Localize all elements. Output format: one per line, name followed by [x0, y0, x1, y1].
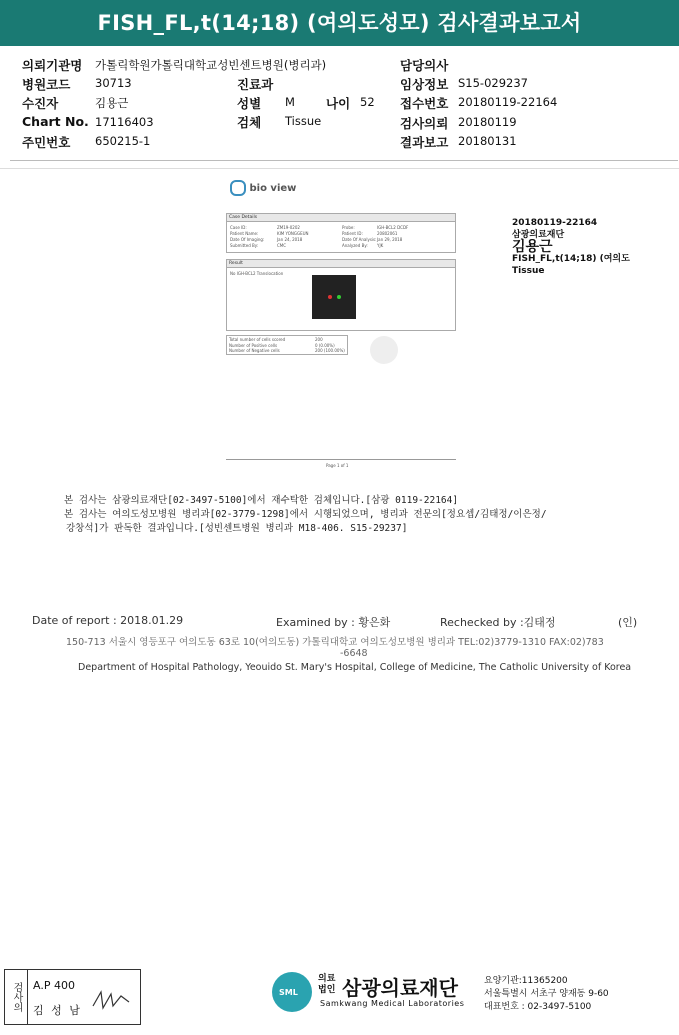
note-line-2: 본 검사는 여의도성모병원 병리과[02-3779-1298]에서 시행되었으며, 병리과 전문의[정요셉/김태정/이은정/: [64, 509, 547, 520]
bioview-logo-icon: [230, 180, 246, 196]
date-of-report: Date of report : 2018.01.29: [32, 614, 184, 627]
patient-name-label: Patient Name:: [230, 231, 259, 236]
chart-label: Chart No.: [22, 114, 89, 129]
hospital-code-value: 30713: [95, 76, 132, 90]
sticker-receipt: 20180119-22164: [512, 218, 598, 228]
analyzed-by-value: YJK: [377, 243, 384, 248]
doctor-label: 담당의사: [400, 58, 449, 73]
date-imaging-value: Jan 24, 2018: [277, 237, 303, 242]
org-prefix-1: 의료: [318, 974, 336, 984]
institution-label: 의뢰기관명: [22, 58, 83, 73]
date-imaging-label: Date Of Imaging:: [230, 237, 265, 242]
seal-mark: (인): [618, 616, 638, 629]
probe-label: Probe:: [342, 225, 355, 230]
cell-count-table: [226, 335, 348, 355]
org-name: 삼광의료재단: [342, 976, 458, 1000]
note-line-3: 강창석]가 판독한 결과입니다.[성빈센트병원 병리과 M18-406. S15-29237]: [66, 523, 408, 534]
bioview-logo: bio view: [230, 180, 296, 196]
receipt-label: 접수번호: [400, 96, 449, 111]
sticker-test: FISH_FL,t(14;18) (여의도: [512, 254, 630, 264]
fish-cell-image: [312, 275, 356, 319]
sticker-patient: 김용근: [512, 239, 553, 255]
negative-cells-label: Number of Negative cells: [229, 348, 280, 353]
org-prefix-2: 법인: [318, 985, 336, 995]
probe-value: IGH-BCL2 DCDF: [377, 225, 409, 230]
result-text: No IGH-BCL2 Translocation: [230, 271, 284, 276]
org-english: Samkwang Medical Laboratories: [320, 999, 465, 1008]
request-value: 20180119: [458, 115, 517, 129]
signature-icon: [91, 988, 131, 1012]
case-details-body: [226, 222, 456, 253]
case-id-value: ZM19-0202: [277, 225, 300, 230]
patient-label: 수진자: [22, 96, 59, 111]
age-value: 52: [360, 95, 375, 109]
department-line: Department of Hospital Pathology, Yeouido St. Mary's Hospital, College of Medicine, The Catholic University of Korea: [78, 662, 632, 673]
address-line-2: -6648: [340, 648, 368, 659]
age-label: 나이: [326, 96, 351, 111]
note-line-1: 본 검사는 삼광의료재단[02-3497-5100]에서 재수탁한 검체입니다.[삼광 0119-22164]: [64, 495, 459, 506]
total-cells-label: Total number of cells scored: [229, 337, 286, 342]
fish-report-scan: [226, 213, 456, 468]
report-meta: [0, 50, 679, 158]
report-label: 결과보고: [400, 135, 449, 150]
submitted-by-label: Submitted By:: [230, 243, 259, 248]
clinical-info-value: S15-029237: [458, 76, 528, 90]
specimen-label-sticker: [512, 217, 630, 277]
specimen-value: Tissue: [285, 114, 322, 128]
org-address: 서울특별시 서초구 양재동 9-60: [484, 989, 609, 999]
divider: [10, 160, 678, 161]
sex-value: M: [285, 95, 295, 109]
analyzed-by-label: Analyzed By:: [342, 243, 368, 248]
case-id-label: Case ID:: [230, 225, 247, 230]
patient-name-value: KIM YONGGEUN: [277, 231, 309, 236]
examiner-label: 검사의: [5, 970, 28, 1024]
institution-value: 가톨릭학원가톨릭대학교성빈센트병원(병리과): [95, 58, 327, 72]
specimen-label: 검체: [237, 115, 262, 130]
hospital-code-label: 병원코드: [22, 77, 71, 92]
total-cells-value: 200: [315, 337, 323, 342]
clinical-info-label: 임상정보: [400, 77, 449, 92]
chart-value: 17116403: [95, 115, 154, 129]
report-title: FISH_FL,t(14;18) (여의도성모) 검사결과보고서: [0, 0, 679, 46]
request-label: 검사의뢰: [400, 116, 449, 131]
submitted-by-value: CMC: [277, 243, 287, 248]
result-header: Result: [226, 259, 456, 268]
receipt-value: 20180119-22164: [458, 95, 558, 109]
sex-label: 성별: [237, 96, 262, 111]
ap-code: A.P 400: [33, 979, 75, 992]
examiner-box: [4, 969, 141, 1025]
sticker-specimen: Tissue: [512, 266, 545, 276]
patient-value: 김용근: [95, 96, 129, 110]
negative-cells-value: 200 (100.00%): [315, 348, 345, 353]
resident-label: 주민번호: [22, 135, 71, 150]
examiner-name: 김 성 남: [33, 1004, 82, 1017]
report-value: 20180131: [458, 134, 517, 148]
sticker-org: 삼광의료재단: [512, 230, 565, 240]
org-tel: 대표번호 : 02-3497-5100: [484, 1002, 592, 1012]
address-line: 150-713 서울시 영등포구 여의도동 63로 10(여의도동) 가톨릭대학교 여의도성모병원 병리과 TEL:02)3779-1310 FAX:02)783: [66, 637, 604, 648]
patient-id-label: Patient ID:: [342, 231, 363, 236]
sml-logo-icon: SML: [272, 972, 312, 1012]
examined-by: Examined by : 황은화: [276, 616, 391, 629]
org-contact: [484, 975, 609, 1014]
department-label: 진료과: [237, 77, 274, 92]
page-indicator: Page 1 of 1: [326, 463, 349, 468]
org-code: 요양기관:11365200: [484, 976, 568, 986]
rechecked-by: Rechecked by :김태정: [440, 616, 556, 629]
case-details-header: Case Details: [226, 213, 456, 222]
date-analysis-label: Date Of Analysis:: [342, 237, 377, 242]
positive-cells-label: Number of Positive cells: [229, 343, 278, 348]
resident-value: 650215-1: [95, 134, 151, 148]
patient-id-value: 20802061: [377, 231, 398, 236]
divider: [0, 168, 679, 169]
stamp-circle: [370, 336, 398, 364]
date-analysis-value: Jan 29, 2018: [377, 237, 403, 242]
positive-cells-value: 0 (0.00%): [315, 343, 335, 348]
